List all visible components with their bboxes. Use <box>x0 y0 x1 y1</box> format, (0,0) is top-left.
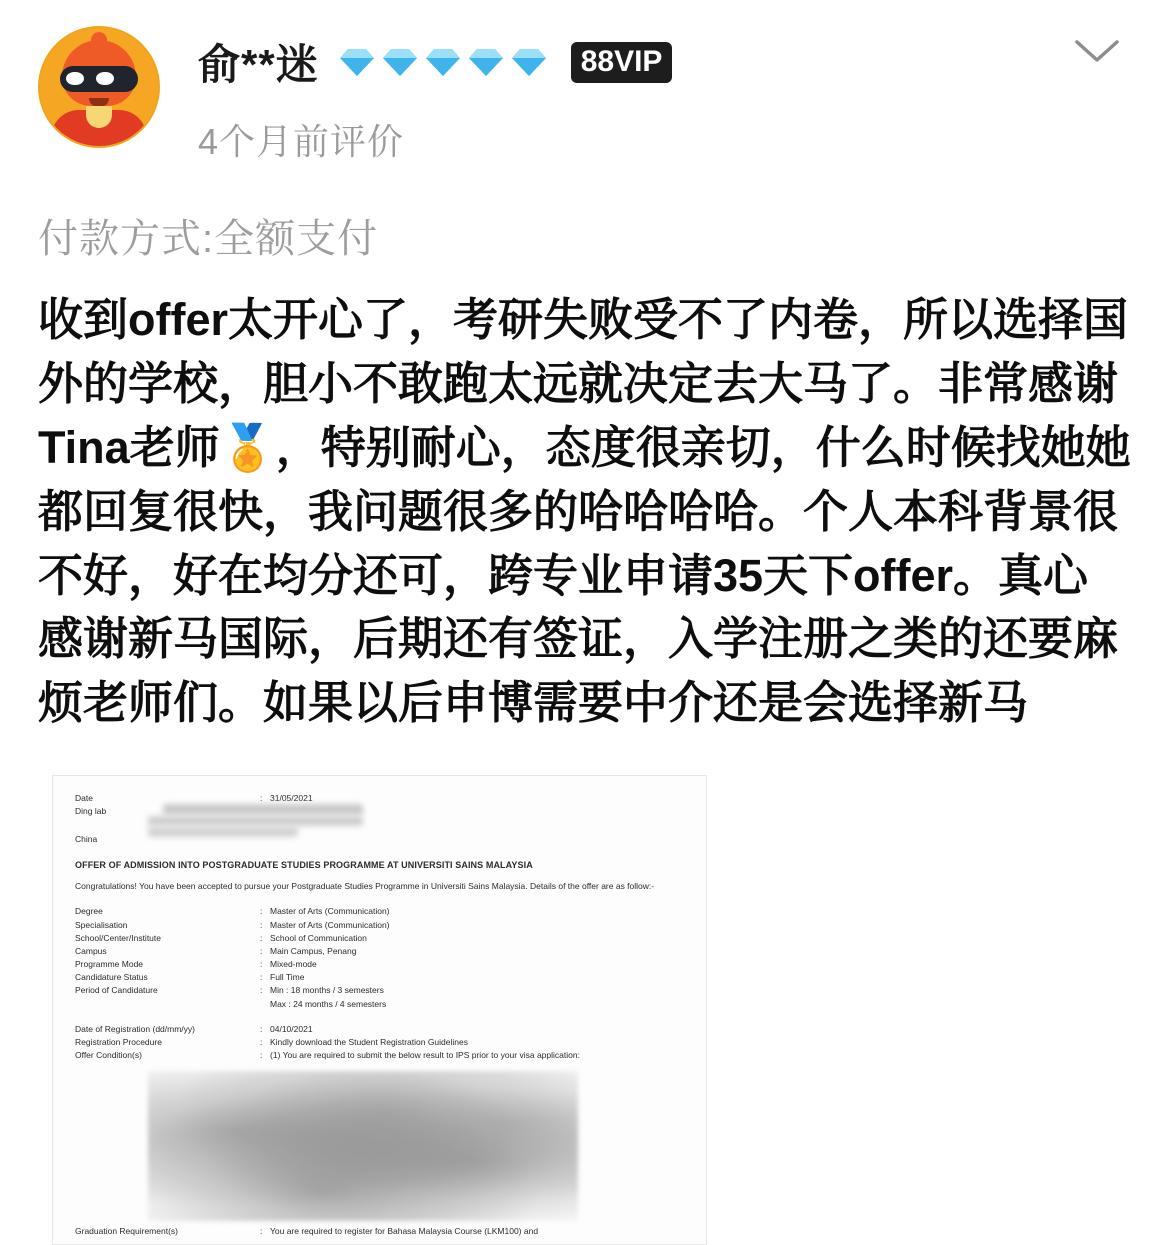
doc-field-label: Specialisation <box>75 919 128 930</box>
attachment-wrap[interactable] <box>52 775 1170 1245</box>
doc-sep: : <box>260 932 263 943</box>
doc-field-value: You are required to register for Bahasa Malaysia Course (LKM100) and <box>270 1226 539 1237</box>
avatar <box>38 26 160 148</box>
doc-sep: : <box>260 985 263 996</box>
doc-field-value: Main Campus, Penang <box>270 945 357 956</box>
diamond-icon <box>468 47 504 77</box>
diamond-icon <box>382 47 418 77</box>
doc-field-label: Programme Mode <box>75 959 144 970</box>
doc-field-label: School/Center/Institute <box>75 932 161 943</box>
diamond-icon <box>425 47 461 77</box>
doc-country: China <box>75 833 98 844</box>
redacted-address <box>148 827 298 837</box>
doc-field-row <box>75 945 684 958</box>
doc-field-label: Campus <box>75 945 107 956</box>
doc-sep: : <box>260 906 263 917</box>
doc-field-value: Max : 24 months / 4 semesters <box>270 998 387 1009</box>
redacted-smudge <box>148 1071 578 1221</box>
redacted-address <box>148 816 363 826</box>
doc-sep: : <box>260 972 263 983</box>
doc-title: OFFER OF ADMISSION INTO POSTGRADUATE STUDIES PROGRAMME AT UNIVERSITI SAINS MALAYSIA <box>75 859 533 870</box>
review-header-text <box>160 26 1142 165</box>
doc-sep: : <box>260 1023 263 1034</box>
name-row <box>198 32 1142 92</box>
doc-sep: : <box>260 1036 263 1047</box>
review-timestamp: 4个月前评价 <box>198 121 405 162</box>
doc-field-label: Degree <box>75 906 103 917</box>
doc-sep <box>260 998 270 1011</box>
review-body-part1: 收到offer太开心了，考研失败受不了内卷，所以选择国外的学校，胆小不敢跑太远就决定去大马了。非常感谢Tina老师 <box>38 294 1128 473</box>
review-header <box>0 0 1170 165</box>
doc-footer <box>75 1225 684 1238</box>
doc-field-label: Date of Registration (dd/mm/yy) <box>75 1023 195 1034</box>
doc-field-label: Registration Procedure <box>75 1036 162 1047</box>
vip-level-diamonds <box>339 47 547 77</box>
review-body-part2: ，特别耐心，态度很亲切，什么时候找她她都回复很快，我问题很多的哈哈哈哈。个人本科背景很不好，好在均分还可，跨专业申请35天下offer。真心感谢新马国际，后期还有签证，入学注册之类的还要麻烦老师们。如果以后申博需要中介还是会选择新马 <box>38 421 1131 729</box>
chevron-down-icon <box>1074 38 1120 64</box>
medal-icon: 🏅 <box>219 420 276 474</box>
status-badge: 88VIP <box>571 42 673 83</box>
doc-field-row <box>75 958 684 971</box>
doc-field-label: Candidature Status <box>75 972 148 983</box>
doc-field-value: Master of Arts (Communication) <box>270 919 390 930</box>
doc-field-row <box>75 1023 684 1036</box>
doc-sep: : <box>260 945 263 956</box>
doc-field-value: Kindly download the Student Registration Guidelines <box>270 1036 468 1047</box>
doc-field-value: (1) You are required to submit the below result to IPS prior to your visa application: <box>270 1050 580 1061</box>
doc-field-row <box>75 1225 684 1238</box>
doc-sep: : <box>260 1226 263 1237</box>
doc-date-value: 31/05/2021 <box>270 793 313 804</box>
doc-field-row <box>75 905 684 918</box>
doc-date-label: Date <box>75 793 93 804</box>
doc-field-label: Offer Condition(s) <box>75 1050 142 1061</box>
doc-field-row <box>75 1036 684 1049</box>
user-name: 俞**迷 <box>198 41 319 88</box>
doc-field-value: Mixed-mode <box>270 959 317 970</box>
doc-sep: : <box>260 959 263 970</box>
doc-field-row <box>75 1049 684 1062</box>
payment-method-label: 付款方式:全额支付 <box>38 217 379 261</box>
doc-field-label: Period of Candidature <box>75 985 158 996</box>
review-body <box>38 288 1132 735</box>
collapse-button[interactable] <box>1074 38 1130 78</box>
doc-field-row <box>75 998 684 1011</box>
offer-letter-image[interactable] <box>52 775 707 1245</box>
doc-recipient-label: Ding lab <box>75 806 107 817</box>
doc-field-row <box>75 919 684 932</box>
doc-sep: : <box>260 1050 263 1061</box>
doc-field-value: 04/10/2021 <box>270 1023 313 1034</box>
doc-field-value: Full Time <box>270 972 305 983</box>
doc-field-row <box>75 984 684 997</box>
doc-intro: Congratulations! You have been accepted to pursue your Postgraduate Studies Programme in Universiti Sains Malaysia. Details of the offer are as follow:- <box>75 880 655 891</box>
redacted-address <box>163 804 363 815</box>
doc-field-value: School of Communication <box>270 932 367 943</box>
diamond-icon <box>511 47 547 77</box>
doc-field-label: Graduation Requirement(s) <box>75 1226 178 1237</box>
doc-fields <box>75 905 684 1010</box>
doc-field-row <box>75 932 684 945</box>
avatar-eye-right <box>96 72 114 85</box>
doc-field-label <box>75 998 260 1011</box>
doc-sep: : <box>260 919 263 930</box>
doc-field-value: Min : 18 months / 3 semesters <box>270 985 384 996</box>
diamond-icon <box>339 47 375 77</box>
doc-sep: : <box>260 793 263 804</box>
doc-field-row <box>75 971 684 984</box>
doc-fields-secondary <box>75 1023 684 1063</box>
avatar-eye-left <box>66 72 84 85</box>
doc-field-value: Master of Arts (Communication) <box>270 906 390 917</box>
